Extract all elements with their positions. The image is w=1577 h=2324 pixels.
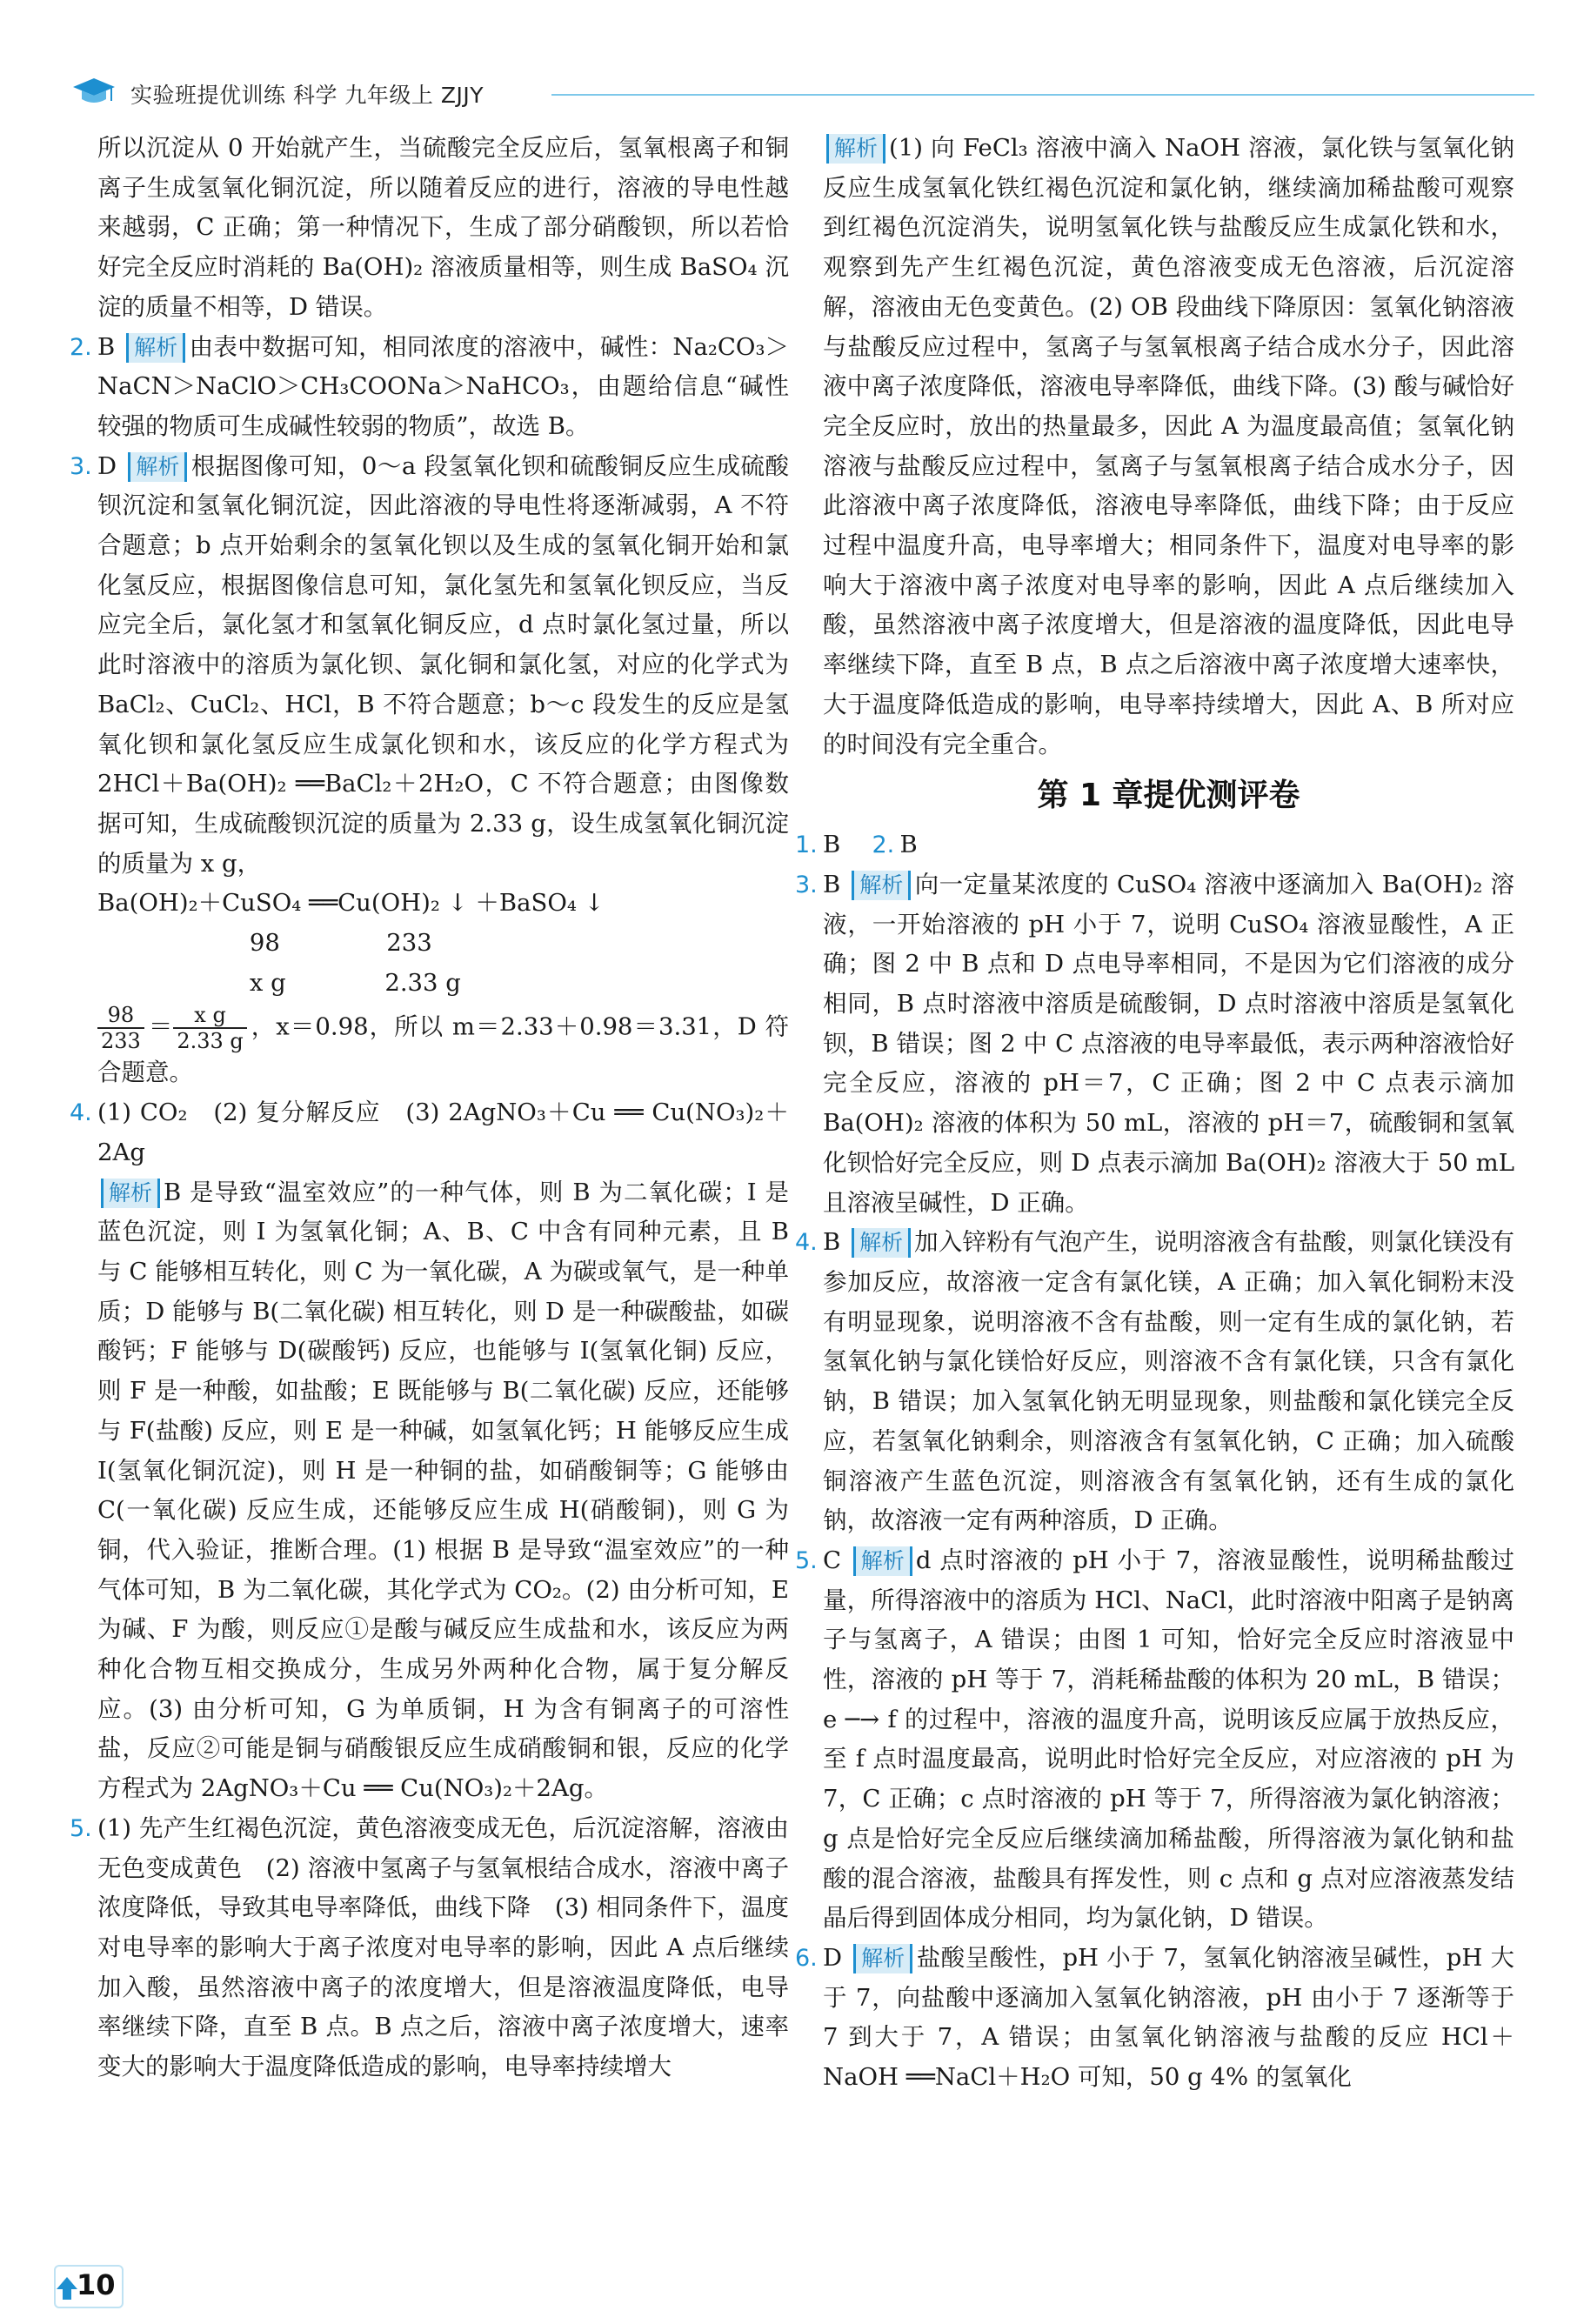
question-number: 3. (795, 871, 818, 898)
answer-choice: D (823, 1943, 843, 1972)
analysis-text: 盐酸呈酸性，pH 小于 7，氢氧化钠溶液呈碱性，pH 大于 7，向盐酸中逐滴加入氢氧化钠溶液，pH 由小于 7 逐渐等于 7 到大于 7，A 错误；由氢氧化钠溶液与盐酸的反应 HCl＋NaOH ══NaCl＋H₂O 可知，50 g 4% 的氢氧化 (823, 1943, 1515, 2092)
page-header (56, 75, 1534, 110)
proportion-result: ，x＝0.98，所以 m＝2.33＋0.98＝3.31，D 符合题意。 (97, 1012, 790, 1087)
answer-choice: D (97, 451, 117, 480)
analysis-text: B 是导致“温室效应”的一种气体，则 B 为二氧化碳；I 是蓝色沉淀，则 I 为氢氧化铜；A、B、C 中含有同种元素，且 B 与 C 能够相互转化，则 C 为一氧化碳，A 为碳或氧气，是一种单质；D 能够与 B(二氧化碳) 相互转化，则 D 是一种碳酸盐，如碳酸钙；F 能够与 D(碳酸钙) 反应，也能够与 I(氢氧化铜) 反应，则 F 是一种酸，如盐酸；E 既能够与 B(二氧化碳) 反应，还能够与 F(盐酸) 反应，则 E 是一种碱，如氢氧化钙；H 能够反应生成 I(氢氧化铜沉淀)，则 H 是一种铜的盐，如硝酸铜等；G 能够由 C(一氧化碳) 反应生成，还能够反应生成 H(硝酸铜)，则 G 为铜，代入验证，推断合理。(1) 根据 B 是导致“温室效应”的一种气体可知，B 为二氧化碳，其化学式为 CO₂。(2) 由分析可知，E 为碱、F 为酸，则反应①是酸与碱反应生成盐和水，该反应为两种化合物互相交换成分，生成另外两种化合物，属于复分解反应。(3) 由分析可知，G 为单质铜，H 为含有铜离子的可溶性盐，反应②可能是铜与硝酸银反应生成硝酸铜和银，反应的化学方程式为 2AgNO₃＋Cu ══ Cu(NO₃)₂＋2Ag。 (97, 1178, 789, 1803)
answer-item (70, 1809, 789, 2087)
analysis-text: (1) 向 FeCl₃ 溶液中滴入 NaOH 溶液，氯化铁与氢氧化钠反应生成氢氧化铁红褐色沉淀和氯化钠，继续滴加稀盐酸可观察到红褐色沉淀消失，说明氢氧化铁与盐酸反应生成氯化铁和水，观察到先产生红褐色沉淀，黄色溶液变成无色溶液，后沉淀溶解，溶液由无色变黄色。(2) OB 段曲线下降原因：氢氧化钠溶液与盐酸反应过程中，氢离子与氢氧根离子结合成水分子，因此溶液中离子浓度降低，溶液电导率降低，曲线下降。(3) 酸与碱恰好完全反应时，放出的热量最多，因此 A 为温度最高值；氢氧化钠溶液与盐酸反应过程中，氢离子与氢氧根离子结合成水分子，因此溶液中离子浓度降低，溶液电导率降低，曲线下降；由于反应过程中温度升高，电导率增大；相同条件下，温度对电导率的影响大于溶液中离子浓度对电导率的影响，因此 A 点后继续加入酸，虽然溶液中离子浓度增大，但是溶液的温度降低，因此电导率继续下降，直至 B 点，B 点之后溶液中离子浓度增大速率快，大于温度降低造成的影响，电导率持续增大，因此 A、B 所对应的时间没有完全重合。 (823, 134, 1514, 758)
analysis-tag: 解析 (826, 134, 885, 164)
answer-item (795, 1939, 1515, 2098)
analysis-tag: 解析 (853, 1944, 912, 1973)
answer-item (795, 1541, 1514, 1939)
answer-item (795, 1223, 1514, 1541)
analysis-text: 加入锌粉有气泡产生，说明溶液含有盐酸，则氯化镁没有参加反应，故溶液一定含有氯化镁，A 正确；加入氧化铜粉末没有明显现象，说明溶液不含有盐酸，则一定有生成的氯化钠，若氢氧化钠与氯化镁恰好反应，则溶液不含有氯化镁，只含有氯化钠，B 错误；加入氢氧化钠无明显现象，则盐酸和氯化镁完全反应，若氢氧化钠剩余，则溶液含有氢氧化钠，C 正确；加入硫酸铜溶液产生蓝色沉淀，则溶液含有氢氧化钠，还有生成的氯化钠，故溶液一定有两种溶质，D 正确。 (823, 1228, 1514, 1535)
answer-item (70, 328, 790, 447)
graduation-cap-icon (71, 75, 117, 110)
book-title: 实验班提优训练 科学 九年级上 ZJJY (130, 83, 484, 108)
analysis-tag: 解析 (128, 452, 187, 482)
answer-choice: B (823, 831, 841, 859)
answer-item (795, 825, 1514, 865)
header-divider (551, 94, 1534, 96)
analysis-tag: 解析 (852, 1228, 911, 1258)
question-number: 1. (795, 831, 818, 859)
analysis-text: 由表中数据可知，相同浓度的溶液中，碱性：Na₂CO₃＞NaCN＞NaClO＞CH₃COONa＞NaHCO₃，由题给信息“碱性较强的物质可生成碱性较弱的物质”，故选 B。 (97, 332, 790, 440)
answer-choice: C (823, 1546, 842, 1574)
question-number: 4. (795, 1229, 818, 1257)
right-column (795, 129, 1515, 2098)
analysis-tag: 解析 (852, 871, 911, 900)
question-number: 5. (70, 1814, 92, 1842)
answer-item (70, 1093, 789, 1172)
page-number: 10 (77, 2268, 116, 2301)
answer-text: (1) 先产生红褐色沉淀，黄色溶液变成无色，后沉淀溶解，溶液由无色变成黄色 (2) 溶液中氢离子与氢氧根结合成水，溶液中离子浓度降低，导致其电导率降低，曲线下降 (3) 相同条件下，温度对电导率的影响大于离子浓度对电导率的影响，因此 A 点后继续加入酸，虽然溶液中离子的浓度增大，但是溶液温度降低，电导率继续下降，直至 B 点。B 点之后，溶液中离子浓度增大，速率变大的影响大于温度降低造成的影响，电导率持续增大 (97, 1813, 789, 2081)
question-number: 4. (70, 1099, 92, 1127)
analysis-text: 向一定量某浓度的 CuSO₄ 溶液中逐滴加入 Ba(OH)₂ 溶液，一开始溶液的 pH 小于 7，说明 CuSO₄ 溶液显酸性，A 正确；图 2 中 B 点和 D 点电导率相同，不是因为它们溶液的成分相同，B 点时溶液中溶质是硫酸铜，D 点时溶液中溶质是氢氧化钡，B 错误；图 2 中 C 点溶液的电导率最低，表示两种溶液恰好完全反应，溶液的 pH＝7，C 正确；图 2 中 C 点表示滴加 Ba(OH)₂ 溶液的体积为 50 mL，溶液的 pH＝7，硫酸铜和氢氧化钡恰好完全反应，则 D 点表示滴加 Ba(OH)₂ 溶液大于 50 mL 且溶液呈碱性，D 正确。 (823, 870, 1514, 1217)
question-number: 2. (872, 831, 895, 859)
answer-item (70, 447, 789, 885)
chemical-equation: Ba(OH)₂＋CuSO₄ ══Cu(OH)₂ ↓ ＋BaSO₄ ↓ (97, 889, 605, 918)
answer-choice: B (823, 1228, 841, 1257)
answer-text: (1) CO₂ (2) 复分解反应 (3) 2AgNO₃＋Cu ══ Cu(NO₃)₂＋2Ag (97, 1099, 789, 1166)
question-number: 3. (70, 452, 92, 480)
fraction: $\frac{98}{233}$ (97, 1003, 144, 1053)
equation-masses: 98 233 (97, 929, 432, 958)
answer-choice: B (97, 332, 116, 361)
analysis-tag: 解析 (853, 1546, 912, 1576)
left-column (70, 129, 790, 2087)
analysis-paragraph (823, 129, 1514, 765)
question-number: 6. (795, 1944, 818, 1972)
answer-item (795, 865, 1514, 1223)
equation-unknowns: x g 2.33 g (97, 968, 461, 997)
question-number: 5. (795, 1546, 818, 1574)
up-arrow-icon (56, 2275, 78, 2301)
chapter-title: 第 1 章提优测评卷 (1037, 778, 1300, 814)
analysis-tag: 解析 (101, 1179, 160, 1208)
answer-choice: B (899, 831, 918, 859)
continued-answer: 所以沉淀从 0 开始就产生，当硫酸完全反应后，氢氧根离子和铜离子生成氢氧化铜沉淀，所以随着反应的进行，溶液的导电性越来越弱，C 正确；第一种情况下，生成了部分硝酸钡，所以若恰好完全反应时消耗的 Ba(OH)₂ 溶液质量相等，则生成 BaSO₄ 沉淀的质量不相等，D 错误。 (97, 134, 789, 321)
analysis-paragraph (97, 1173, 789, 1809)
fraction: $\frac{\text{x g}}{2.33 g}$ (173, 1003, 246, 1053)
proportion-line: $\frac{98}{233}$ ＝ $\frac{\text{x g}}{2.33 g}$ ，x＝0.98，所以 m＝2.33＋0.98＝3.31，D 符合题意。 (97, 1003, 790, 1087)
analysis-tag: 解析 (126, 333, 185, 363)
analysis-text: d 点时溶液的 pH 小于 7，溶液显酸性，说明稀盐酸过量，所得溶液中的溶质为 HCl、NaCl，此时溶液中阳离子是钠离子与氢离子，A 错误；由图 1 可知，恰好完全反应时溶液显中性，溶液的 pH 等于 7，消耗稀盐酸的体积为 20 mL，B 错误；e ─→ f 的过程中，溶液的温度升高，说明该反应属于放热反应，至 f 点时温度最高，说明此时恰好完全反应，对应溶液的 pH 为 7，C 正确；c 点时溶液的 pH 等于 7，所得溶液为氯化钠溶液；g 点是恰好完全反应后继续滴加稀盐酸，所得溶液为氯化钠和盐酸的混合溶液，盐酸具有挥发性，则 c 点和 g 点对应溶液蒸发结晶后得到固体成分相同，均为氯化钠，D 错误。 (823, 1546, 1514, 1933)
answer-choice: B (823, 870, 841, 898)
analysis-text: 根据图像可知，0～a 段氢氧化钡和硫酸铜反应生成硫酸钡沉淀和氢氧化铜沉淀，因此溶液的导电性将逐渐减弱，A 不符合题意；b 点开始剩余的氢氧化钡以及生成的氢氧化铜开始和氯化氢反应，根据图像信息可知，氯化氢先和氢氧化钡反应，当反应完全后，氯化氢才和氢氧化铜反应，d 点时氯化氢过量，所以此时溶液中的溶质为氯化钡、氯化铜和氯化氢，对应的化学式为 BaCl₂、CuCl₂、HCl，B 不符合题意；b～c 段发生的反应是氢氧化钡和氯化氢反应生成氯化钡和水，该反应的化学方程式为 2HCl＋Ba(OH)₂ ══BaCl₂＋2H₂O，C 不符合题意；由图像数据可知，生成硫酸钡沉淀的质量为 2.33 g，设生成氢氧化铜沉淀的质量为 x g， (97, 451, 789, 878)
question-number: 2. (70, 333, 92, 361)
